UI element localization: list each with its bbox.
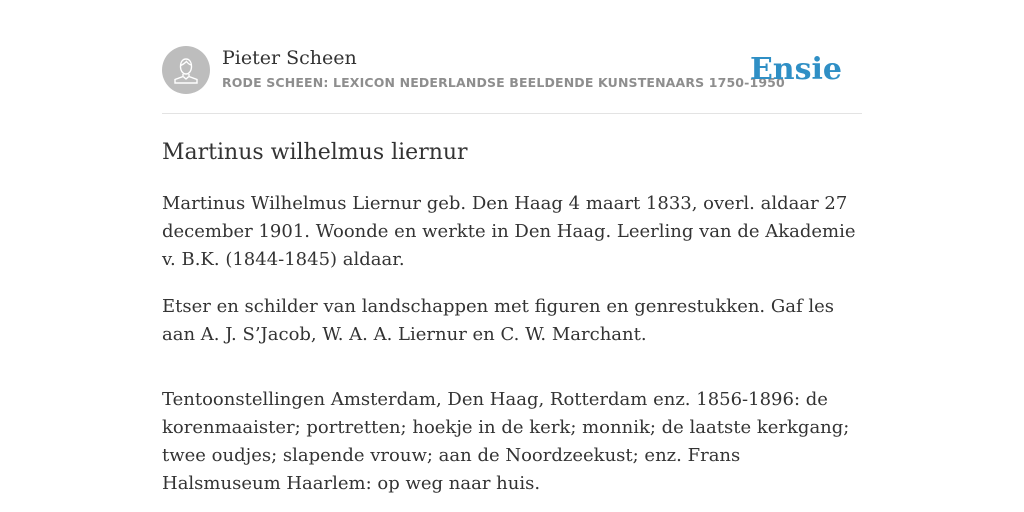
user-avatar-icon[interactable] [162, 46, 210, 94]
entry-paragraph: Etser en schilder van landschappen met figuren en genrestukken. Gaf les aan A. J. S’Jacob, W. A. A. Liernur en C. W. Marchant. [162, 296, 835, 345]
entry-title: Martinus wilhelmus liernur [162, 140, 468, 165]
entry-header [162, 46, 862, 114]
entry-paragraph: Martinus Wilhelmus Liernur geb. Den Haag 4 maart 1833, overl. aldaar 27 december 1901. Woonde en werkte in Den Haag. Leerling van de Akademie v. B.K. (1844-1845) aldaar. [162, 193, 856, 270]
brand-logo[interactable]: Ensie [749, 52, 842, 87]
entry-card [162, 46, 862, 494]
entry-body [162, 190, 862, 512]
source-title[interactable]: RODE SCHEEN: LEXICON NEDERLANDSE BEELDENDE KUNSTENAARS 1750-1950 [222, 75, 785, 90]
author-name[interactable]: Pieter Scheen [222, 47, 357, 69]
entry-paragraph: Tentoonstellingen Amsterdam, Den Haag, Rotterdam enz. 1856-1896: de korenmaaister; portretten; hoekje in de kerk; monnik; de laatste kerkgang; twee oudjes; slapende vrouw; aan de Noordzeekust; enz. Frans Halsmuseum Haarlem: op weg naar huis. [162, 389, 850, 494]
